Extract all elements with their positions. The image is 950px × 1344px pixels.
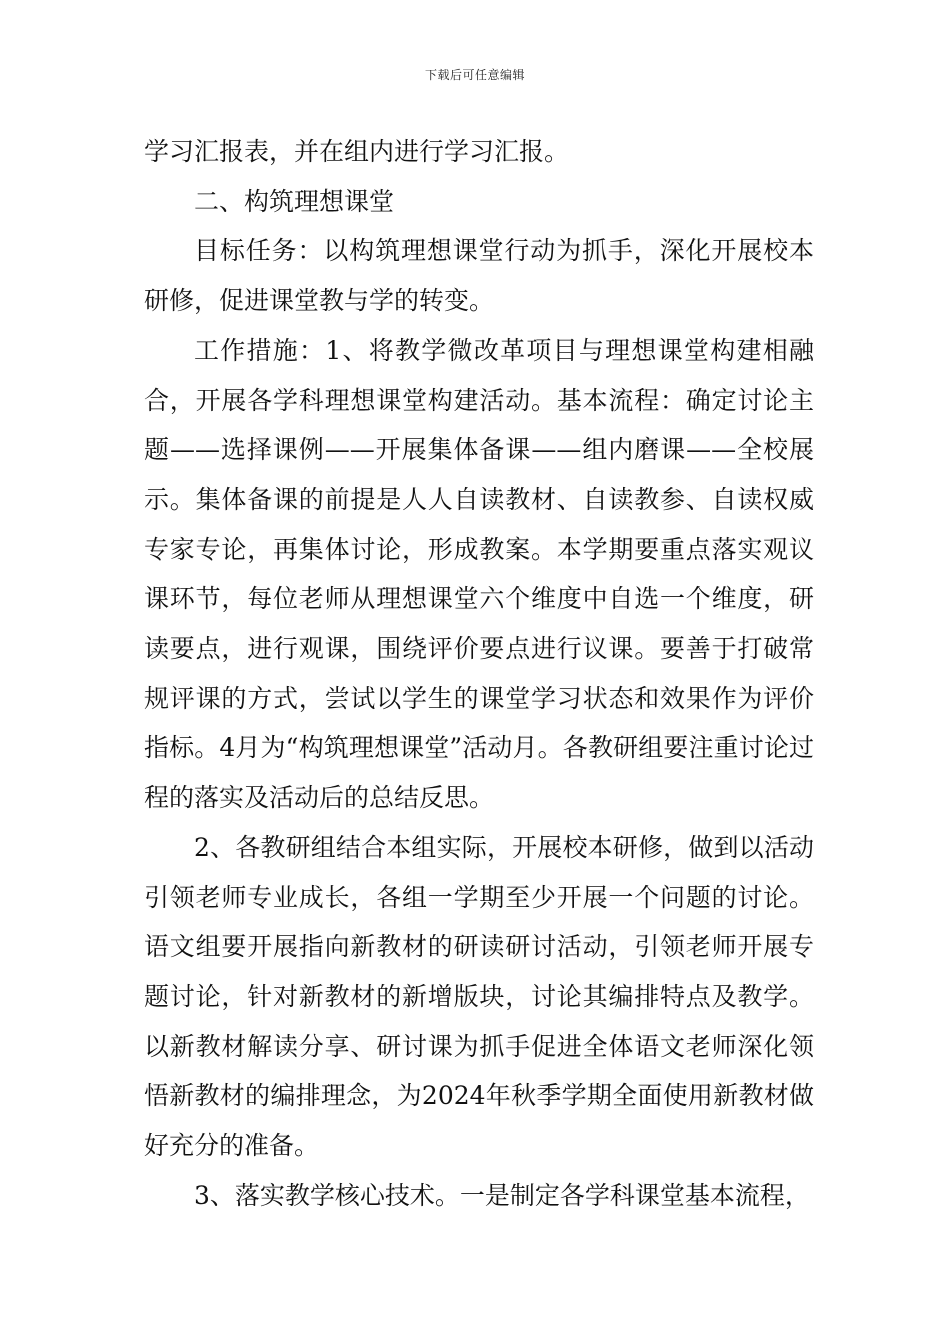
paragraph-continuation: 学习汇报表，并在组内进行学习汇报。 [144,137,570,166]
section-heading: 二、构筑理想课堂 [194,186,395,216]
paragraph-item-2: 2、各教研组结合本组实际，开展校本研修，做到以活动引领老师专业成长，各组一学期至少开展一个问题的讨论。语文组要开展指向新教材的研读研讨活动，引领老师开展专题讨论，针对新教材的新增版块，讨论其编排特点及教学。以新教材解读分享、研讨课为抓手促进全体语文老师深化领悟新教材的编排理念，为2024年秋季学期全面使用新教材做好充分的准备。 [144,832,814,1161]
paragraph-item-3: 3、落实教学核心技术。一是制定各学科课堂基本流程， [194,1180,810,1210]
header-note: 下载后可任意编辑 [424,68,525,82]
paragraph-goal: 目标任务：以构筑理想课堂行动为抓手，深化开展校本研修，促进课堂教与学的转变。 [144,236,814,316]
paragraph-measures: 工作措施：1、将教学微改革项目与理想课堂构建相融合，开展各学科理想课堂构建活动。基本流程：确定讨论主题——选择课例——开展集体备课——组内磨课——全校展示。集体备课的前提是人人自读教材、自读教参、自读权威专家专论，再集体讨论，形成教案。本学期要重点落实观议课环节，每位老师从理想课堂六个维度中自选一个维度，研读要点，进行观课，围绕评价要点进行议课。要善于打破常规评课的方式，尝试以学生的课堂学习状态和效果作为评价指标。4月为“构筑理想课堂”活动月。各教研组要注重讨论过程的落实及活动后的总结反思。 [144,335,814,813]
document-body [144,127,814,1220]
